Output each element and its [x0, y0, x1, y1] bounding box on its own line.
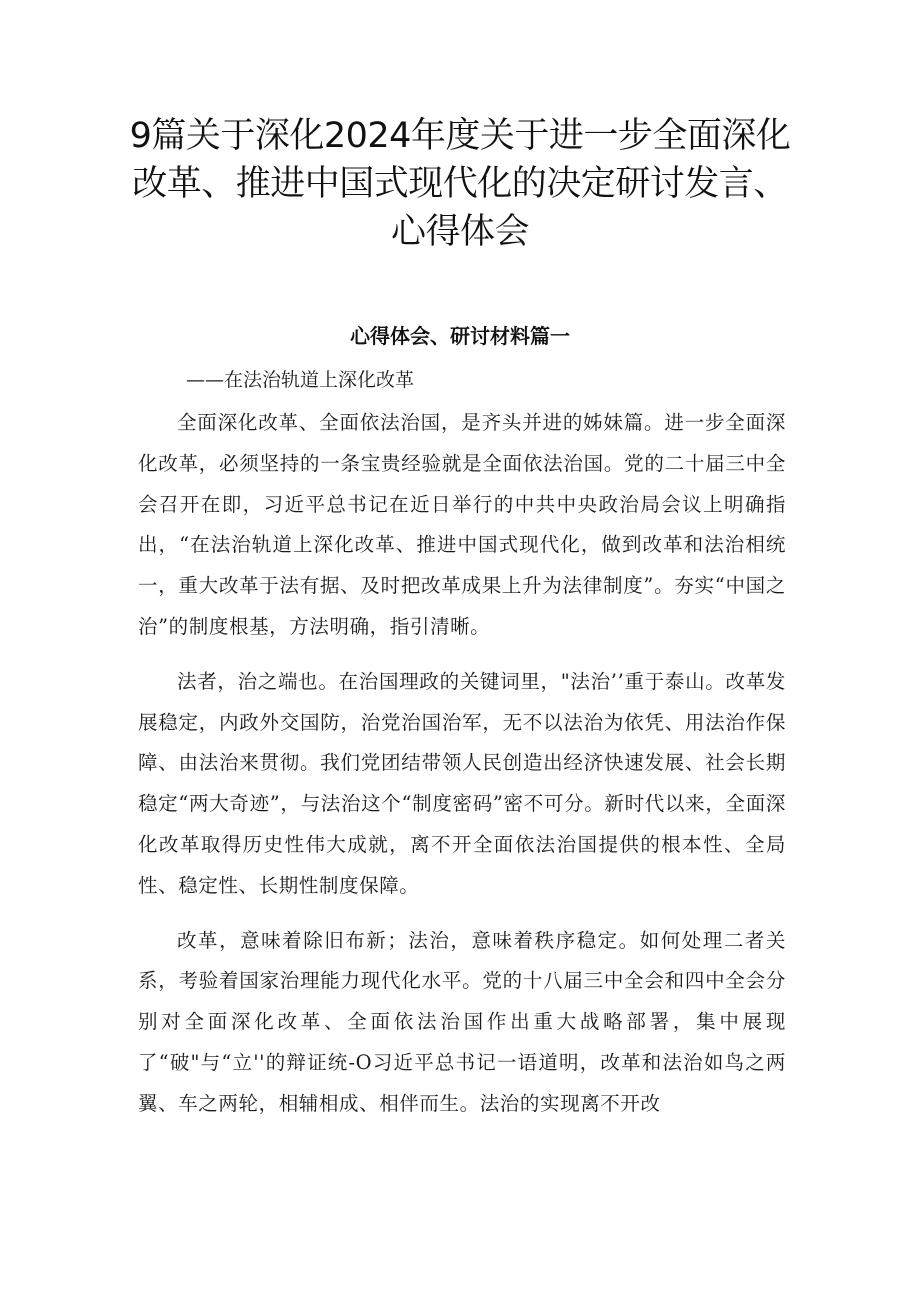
body-text [138, 403, 786, 1139]
section-heading: 心得体会、研讨材料篇一 [350, 324, 570, 348]
paragraph: 法者，治之端也。在治国理政的关键词里，"法治’’重于泰山。改革发展稳定，内政外交国防，治党治国治军，无不以法治为依凭、用法治作保障、由法治来贯彻。我们党团结带领人民创造出经济快速发展、社会长期稳定“两大奇迹”，与法治这个“制度密码”密不可分。新时代以来，全面深化改革取得历史性伟大成就，离不开全面依法治国提供的根本性、全局性、稳定性、长期性制度保障。 [138, 669, 786, 897]
document-title: 9篇关于深化2024年度关于进一步全面深化改革、推进中国式现代化的决定研讨发言、心得体会 [129, 116, 791, 252]
paragraph: 全面深化改革、全面依法治国，是齐头并进的姊妹篇。进一步全面深化改革，必须坚持的一条宝贵经验就是全面依法治国。党的二十届三中全会召开在即，习近平总书记在近日举行的中共中央政治局会议上明确指出，“在法治轨道上深化改革、推进中国式现代化，做到改革和法治相统一，重大改革于法有据、及时把改革成果上升为法律制度”。夯实“中国之治”的制度根基，方法明确，指引清晰。 [138, 411, 786, 638]
paragraph: 改革，意味着除旧布新；法治，意味着秩序稳定。如何处理二者关系，考验着国家治理能力现代化水平。党的十八届三中全会和四中全会分别对全面深化改革、全面依法治国作出重大战略部署，集中展现了“破"与“立''的辩证统-O习近平总书记一语道明，改革和法治如鸟之两翼、车之两轮，相辅相成、相伴而生。法治的实现离不开改 [138, 928, 786, 1115]
section-subtitle: ——在法治轨道上深化改革 [186, 369, 415, 391]
